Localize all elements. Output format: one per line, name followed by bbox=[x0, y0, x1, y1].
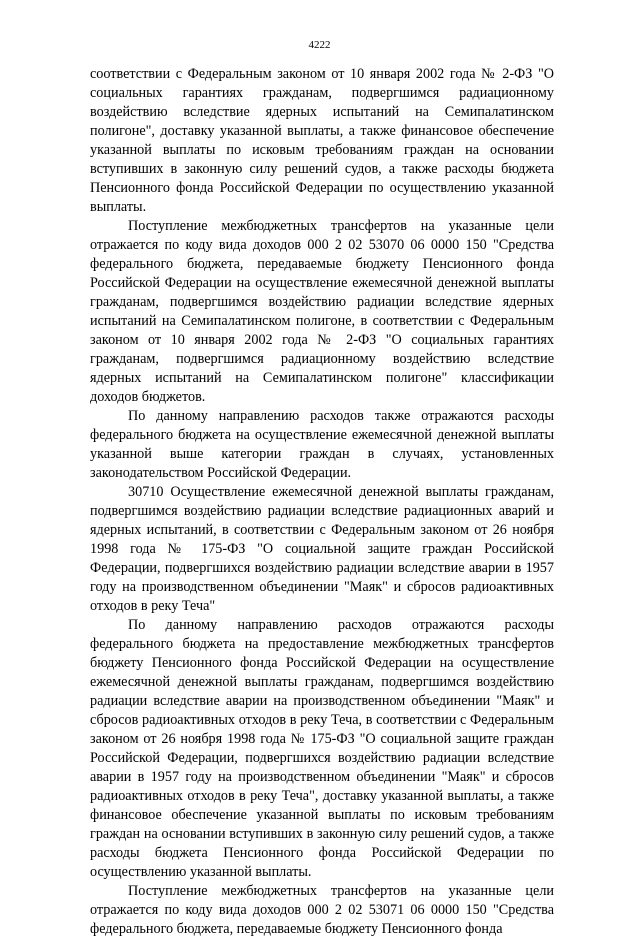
page-number: 4222 bbox=[308, 39, 331, 51]
paragraph: Поступление межбюджетных трансфертов на указанные цели отражается по коду вида доходов 000 2 02 53071 06 0000 150 "Средства федерального бюджета, передаваемые бюджету Пенсионного фонда bbox=[90, 883, 554, 937]
paragraph: По данному направлению расходов также отражаются расходы федерального бюджета на осуществление ежемесячной денежной выплаты указанной выше категории граждан в случаях, установленных законодательством Российской Федерации. bbox=[90, 408, 554, 481]
paragraph: Поступление межбюджетных трансфертов на указанные цели отражается по коду вида доходов 000 2 02 53070 06 0000 150 "Средства федерального бюджета, передаваемые бюджету Пенсионного фонда Российской Федерации на осуществление ежемесячной денежной выплаты гражданам, подвергшимся воздействию радиации вследствие ядерных испытаний на Семипалатинском полигоне, в соответствии с Федеральным законом от 10 января 2002 года № 2-ФЗ "О социальных гарантиях гражданам, подвергшимся радиационному воздействию вследствие ядерных испытаний на Семипалатинском полигоне" классификации доходов бюджетов. bbox=[90, 218, 554, 405]
document-body bbox=[90, 65, 554, 939]
paragraph: соответствии с Федеральным законом от 10 января 2002 года № 2-ФЗ "О социальных гарантиях гражданам, подвергшимся радиационному воздействию вследствие ядерных испытаний на Семипалатинском полигоне", доставку указанной выплаты, а также финансовое обеспечение указанной выплаты по исковым требованиям граждан на основании вступивших в законную силу решений судов, а также расходы бюджета Пенсионного фонда Российской Федерации по осуществлению указанной выплаты. bbox=[90, 66, 554, 215]
paragraph: 30710 Осуществление ежемесячной денежной выплаты гражданам, подвергшимся воздействию радиации вследствие радиационных аварий и ядерных испытаний, в соответствии с Федеральным законом от 26 ноября 1998 года № 175-ФЗ "О социальной защите граждан Российской Федерации, подвергшихся воздействию радиации вследствие аварии в 1957 году на производственном объединении "Маяк" и сбросов радиоактивных отходов в реку Теча" bbox=[90, 484, 554, 614]
paragraph: По данному направлению расходов отражаются расходы федерального бюджета на предоставление межбюджетных трансфертов бюджету Пенсионного фонда Российской Федерации на осуществление ежемесячной денежной выплаты гражданам, подвергшимся воздействию радиации вследствие аварии на производственном объединении "Маяк" и сбросов радиоактивных отходов в реку Теча, в соответствии с Федеральным законом от 26 ноября 1998 года № 175-ФЗ "О социальной защите граждан Российской Федерации, подвергшихся воздействию радиации вследствие аварии в 1957 году на производственном объединении "Маяк" и сбросов радиоактивных отходов в реку Теча", доставку указанной выплаты, а также финансовое обеспечение указанной выплаты по исковым требованиям граждан на основании вступивших в законную силу решений судов, а также расходы бюджета Пенсионного фонда Российской Федерации по осуществлению указанной выплаты. bbox=[90, 617, 554, 880]
